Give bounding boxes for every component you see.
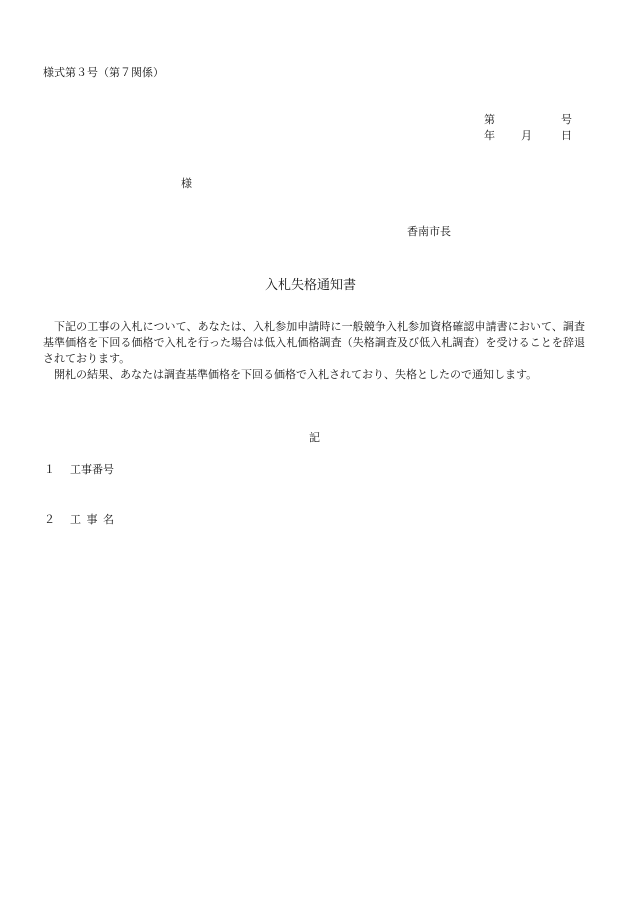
document-title: 入札失格通知書 <box>265 278 357 293</box>
item-number: ２ <box>44 513 55 526</box>
date-day-label: 日 <box>561 129 572 142</box>
ki-heading: 記 <box>309 431 320 444</box>
body-text <box>43 319 585 383</box>
document-number-label: 第 <box>484 113 495 126</box>
item-label-construction-name: 工事名 <box>70 513 120 526</box>
form-number: 様式第３号（第７関係） <box>43 66 164 79</box>
body-paragraph-2: 開札の結果、あなたは調査基準価格を下回る価格で入札されており、失格としたので通知します。 <box>54 368 538 381</box>
item-number: １ <box>44 463 55 476</box>
recipient-honorific: 様 <box>181 177 192 190</box>
document-number-suffix: 号 <box>561 113 572 126</box>
date-month-label: 月 <box>521 129 532 142</box>
sender-name: 香南市長 <box>407 225 451 238</box>
body-paragraph-1: 下記の工事の入札について、あなたは、入札参加申請時に一般競争入札参加資格確認申請書において、調査基準価格を下回る価格で入札を行った場合は低入札価格調査（失格調査及び低入札調査）を受けることを辞退されております。 <box>43 320 585 365</box>
date-year-label: 年 <box>484 129 495 142</box>
item-label-construction-number: 工事番号 <box>70 463 114 476</box>
